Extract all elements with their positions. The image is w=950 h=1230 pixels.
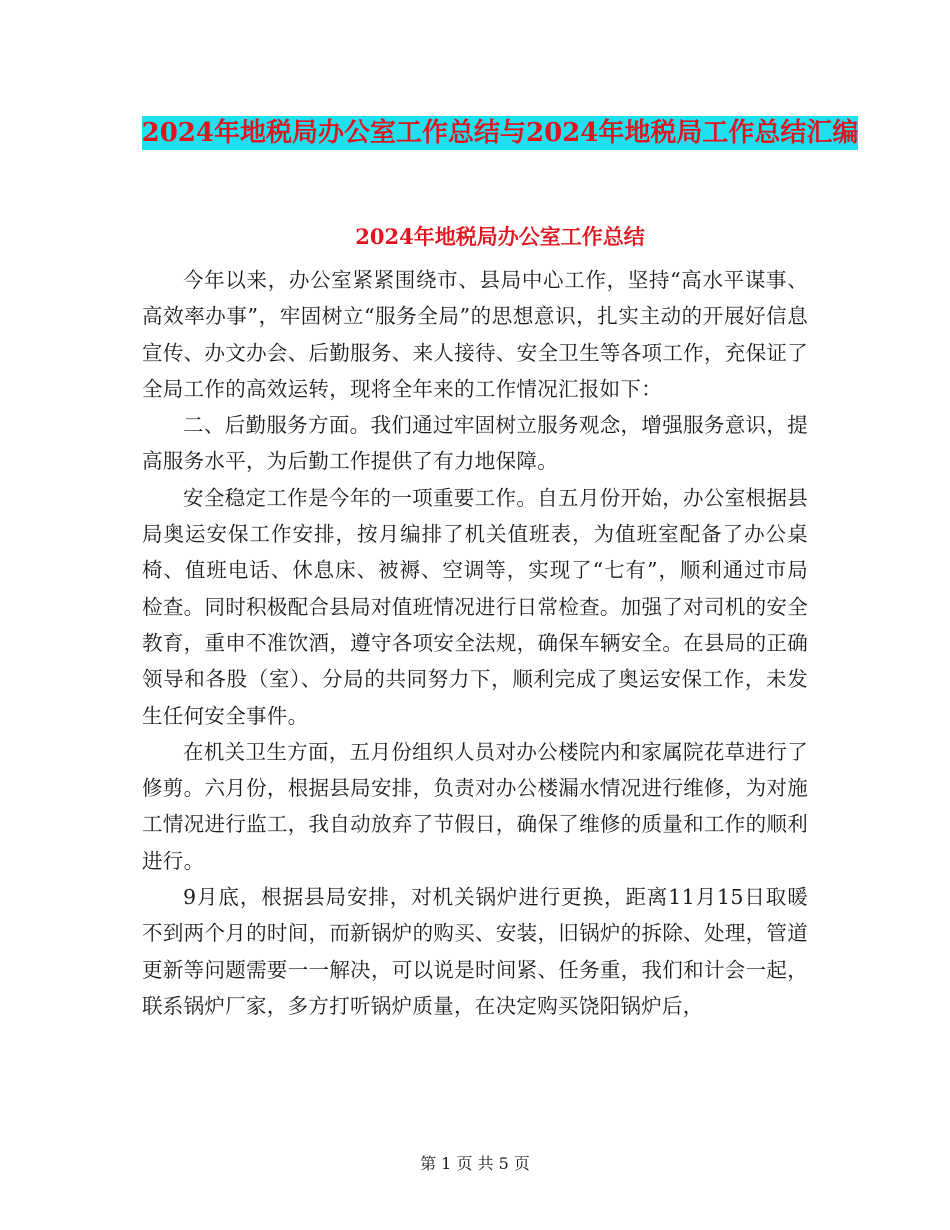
paragraph-safety: 安全稳定工作是今年的一项重要工作。自五月份开始，办公室根据县局奥运安保工作安排，按月编排了机关值班表，为值班室配备了办公桌椅、值班电话、休息床、被褥、空调等，实现了“七有”，顺利通过市局检查。同时积极配合县局对值班情况进行日常检查。加强了对司机的安全教育，重申不准饮酒，遵守各项安全法规，确保车辆安全。在县局的正确领导和各股（室）、分局的共同努力下，顺利完成了奥运安保工作，未发生任何安全事件。 — [142, 485, 808, 728]
document-title — [140, 110, 860, 156]
section-title: 2024年地税局办公室工作总结 — [355, 224, 645, 249]
paragraph-logistics: 二、后勤服务方面。我们通过牢固树立服务观念，增强服务意识，提高服务水平，为后勤工作提供了有力地保障。 — [142, 413, 808, 474]
document-body — [142, 262, 808, 1024]
paragraph-boiler: 9月底，根据县局安排，对机关锅炉进行更换，距离11月15日取暖不到两个月的时间，而新锅炉的购买、安装，旧锅炉的拆除、处理，管道更新等问题需要一一解决，可以说是时间紧、任务重，我们和计会一起，联系锅炉厂家，多方打听锅炉质量，在决定购买饶阳锅炉后， — [142, 885, 808, 1018]
paragraph-intro: 今年以来，办公室紧紧围绕市、县局中心工作，坚持“高水平谋事、高效率办事”，牢固树立“服务全局”的思想意识，扎实主动的开展好信息宣传、办文办会、后勤服务、来人接待、安全卫生等各项工作，充保证了全局工作的高效运转，现将全年来的工作情况汇报如下： — [142, 268, 808, 401]
paragraph-hygiene: 在机关卫生方面，五月份组织人员对办公楼院内和家属院花草进行了修剪。六月份，根据县局安排，负责对办公楼漏水情况进行维修，为对施工情况进行监工，我自动放弃了节假日，确保了维修的质量和工作的顺利进行。 — [142, 739, 808, 873]
page-footer: 第 1 页 共 5 页 — [420, 1154, 530, 1173]
document-title-text: 2024年地税局办公室工作总结与2024年地税局工作总结汇编 — [141, 118, 859, 148]
